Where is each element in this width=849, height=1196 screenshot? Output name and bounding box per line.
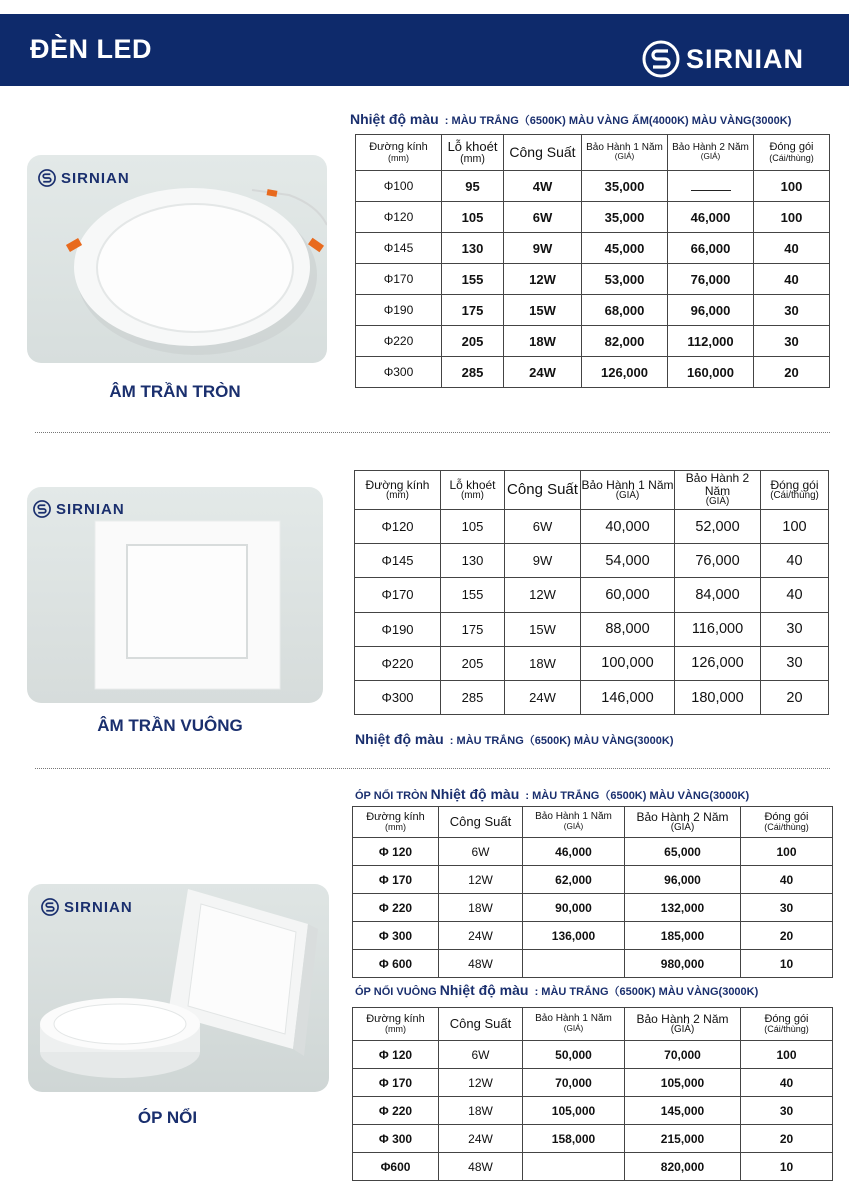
spec-table-surface-round <box>352 806 833 978</box>
table-cell: 84,000 <box>675 578 761 612</box>
column-header-unit: (Cái/thùng) <box>764 822 809 833</box>
table-cell: 12W <box>504 264 582 295</box>
table-cell: 90,000 <box>523 894 625 922</box>
column-header-label: Đường kính <box>366 810 425 823</box>
table-cell: 10 <box>741 1153 833 1181</box>
table-cell: 205 <box>442 326 504 357</box>
table-cell: 116,000 <box>675 612 761 646</box>
table-cell: 100 <box>754 171 830 202</box>
column-header-unit: (Cái/thùng) <box>770 490 819 502</box>
table-cell: 175 <box>441 612 505 646</box>
table-cell: 6W <box>439 838 523 866</box>
column-header-label: Đóng gói <box>764 1012 809 1025</box>
table-cell: 45,000 <box>582 233 668 264</box>
table-cell: 820,000 <box>625 1153 741 1181</box>
table-cell: 30 <box>741 894 833 922</box>
table-cell <box>523 1153 625 1181</box>
table-cell: 4W <box>504 171 582 202</box>
table-row <box>353 894 833 922</box>
table-cell: 60,000 <box>581 578 675 612</box>
page-title: ĐÈN LED <box>30 34 153 64</box>
column-header <box>581 471 675 510</box>
table-cell: Φ 170 <box>353 1069 439 1097</box>
table-cell: 100 <box>741 838 833 866</box>
column-header-unit: (Cái/thùng) <box>769 152 814 163</box>
table-cell: 70,000 <box>523 1069 625 1097</box>
column-header <box>505 471 581 510</box>
table-cell: 40 <box>761 578 829 612</box>
table-cell: 24W <box>439 1125 523 1153</box>
table-cell: 146,000 <box>581 680 675 714</box>
column-header-label: Lỗ khoét <box>447 139 498 155</box>
table-cell: Φ 300 <box>353 922 439 950</box>
table-cell: 145,000 <box>625 1097 741 1125</box>
table-cell: 30 <box>741 1097 833 1125</box>
table-cell: Φ 220 <box>353 1097 439 1125</box>
column-header-label: Đóng gói <box>770 477 819 492</box>
table-cell: 105 <box>442 202 504 233</box>
table-header-row <box>353 1008 833 1041</box>
table-cell: 50,000 <box>523 1041 625 1069</box>
table-cell: 215,000 <box>625 1125 741 1153</box>
table-cell: 18W <box>439 1097 523 1125</box>
table-cell: 205 <box>441 646 505 680</box>
table-row <box>355 510 829 544</box>
column-header-unit: (mm) <box>387 152 410 163</box>
table-cell: 100 <box>754 202 830 233</box>
table-cell: 12W <box>505 578 581 612</box>
column-header <box>668 135 754 171</box>
table-cell: 30 <box>761 646 829 680</box>
table-cell: 96,000 <box>668 295 754 326</box>
table-cell: 18W <box>439 894 523 922</box>
brand-name: SIRNIAN <box>686 43 805 74</box>
column-header-unit: (GIÁ) <box>700 152 721 162</box>
subsection-label: ÓP NỔI TRÒN <box>355 790 428 802</box>
table-cell: 6W <box>505 510 581 544</box>
color-label: Nhiệt độ màu <box>355 731 444 747</box>
column-header <box>523 807 625 838</box>
table-cell: 24W <box>439 922 523 950</box>
table-row <box>353 1125 833 1153</box>
dotted-divider <box>35 768 830 769</box>
table-cell: Φ 120 <box>353 1041 439 1069</box>
table-cell: 62,000 <box>523 866 625 894</box>
table-header-row <box>355 471 829 510</box>
column-header-unit: (mm) <box>386 490 409 502</box>
column-header <box>582 135 668 171</box>
table-cell: 15W <box>505 612 581 646</box>
column-header-unit: (GIÁ) <box>705 496 730 508</box>
square-panel-image <box>27 487 323 703</box>
table-cell: Φ145 <box>356 233 442 264</box>
table-cell: Φ220 <box>355 646 441 680</box>
column-header-label: Bảo Hành 2 Năm <box>672 141 749 153</box>
column-header-unit: (GIÁ) <box>670 1024 695 1036</box>
table-cell: 130 <box>442 233 504 264</box>
table-row <box>356 357 830 388</box>
table-row <box>356 171 830 202</box>
table-row <box>353 1097 833 1125</box>
color-temperature-line <box>355 731 674 748</box>
section-caption: ÂM TRẦN VUÔNG <box>97 716 243 735</box>
table-cell: 285 <box>442 357 504 388</box>
table-cell: Φ170 <box>356 264 442 295</box>
table-cell: 53,000 <box>582 264 668 295</box>
table-cell: 112,000 <box>668 326 754 357</box>
table-cell: Φ170 <box>355 578 441 612</box>
table-cell: 155 <box>441 578 505 612</box>
column-header-label: Bảo Hành 2 Năm <box>636 1011 729 1026</box>
column-header-label: Đường kính <box>369 141 428 153</box>
table-cell: 12W <box>439 1069 523 1097</box>
table-cell: 46,000 <box>668 202 754 233</box>
color-values: MÀU TRẮNG（6500K) MÀU VÀNG(3000K) <box>532 790 750 802</box>
table-cell: Φ 300 <box>353 1125 439 1153</box>
table-row <box>356 264 830 295</box>
photo-brand-logo <box>38 169 130 187</box>
column-header-unit: (mm) <box>460 152 485 165</box>
column-header-label: Bảo Hành 1 Năm <box>535 811 612 823</box>
table-cell: 40 <box>754 264 830 295</box>
sirnian-logo-icon <box>33 500 51 518</box>
table-cell: 105 <box>441 510 505 544</box>
table-cell: Φ190 <box>355 612 441 646</box>
column-header <box>504 135 582 171</box>
color-sep: : <box>525 790 530 802</box>
column-header <box>625 1008 741 1041</box>
column-header-label: Bảo Hành 1 Năm <box>535 1013 612 1025</box>
table-cell: 24W <box>505 680 581 714</box>
column-header-unit: (GIÁ) <box>670 822 695 834</box>
column-header <box>741 1008 833 1041</box>
dotted-divider <box>35 432 830 433</box>
table-row <box>355 544 829 578</box>
column-header-label: Đóng gói <box>769 141 814 153</box>
table-row <box>353 1069 833 1097</box>
column-header-label: Công Suất <box>449 1016 512 1032</box>
table-cell: 105,000 <box>625 1069 741 1097</box>
table-cell: Φ220 <box>356 326 442 357</box>
brand-name: SIRNIAN <box>56 500 125 518</box>
top-margin <box>0 0 849 14</box>
table-cell <box>668 171 754 202</box>
table-cell: 48W <box>439 1153 523 1181</box>
column-header <box>741 807 833 838</box>
table-cell: 10 <box>741 950 833 978</box>
color-values: MÀU TRẮNG（6500K) MÀU VÀNG(3000K) <box>541 986 759 998</box>
table-cell: 180,000 <box>675 680 761 714</box>
column-header-label: Bảo Hành 1 Năm <box>581 477 674 492</box>
spec-table-surface-square <box>352 1007 833 1181</box>
table-cell: 12W <box>439 866 523 894</box>
table-cell: 20 <box>761 680 829 714</box>
table-cell: 48W <box>439 950 523 978</box>
table-row <box>355 578 829 612</box>
table-cell: 40,000 <box>581 510 675 544</box>
table-cell: 40 <box>754 233 830 264</box>
table-header-row <box>353 807 833 838</box>
table-cell: 20 <box>741 1125 833 1153</box>
table-cell: Φ300 <box>356 357 442 388</box>
table-cell: Φ 220 <box>353 894 439 922</box>
column-header-label: Công Suất <box>509 144 576 161</box>
color-values: MÀU TRẮNG（6500K) MÀU VÀNG(3000K) <box>456 735 674 747</box>
table-row <box>355 680 829 714</box>
column-header <box>355 471 441 510</box>
color-label: Nhiệt độ màu <box>439 982 529 998</box>
column-header <box>675 471 761 510</box>
column-header-label: Đóng gói <box>764 810 809 823</box>
table-cell: 175 <box>442 295 504 326</box>
column-header-unit: (GIÁ) <box>563 1023 584 1033</box>
table-cell: 18W <box>504 326 582 357</box>
table-cell: 40 <box>741 1069 833 1097</box>
empty-value-dash <box>691 183 731 191</box>
column-header-label: Công Suất <box>507 481 578 499</box>
spec-table-square-recessed <box>354 470 829 715</box>
color-temperature-line-round <box>355 786 749 803</box>
table-cell: Φ190 <box>356 295 442 326</box>
table-cell: 285 <box>441 680 505 714</box>
table-row <box>353 1153 833 1181</box>
table-cell: 30 <box>754 326 830 357</box>
table-cell: 76,000 <box>668 264 754 295</box>
table-row <box>356 202 830 233</box>
product-photo-square-recessed <box>27 487 323 703</box>
column-header <box>761 471 829 510</box>
table-cell: 100,000 <box>581 646 675 680</box>
column-header-unit: (mm) <box>461 490 484 502</box>
table-cell: 9W <box>504 233 582 264</box>
column-header <box>356 135 442 171</box>
column-header <box>442 135 504 171</box>
table-cell: 100 <box>761 510 829 544</box>
table-cell: 185,000 <box>625 922 741 950</box>
table-row <box>353 950 833 978</box>
table-cell: 100 <box>741 1041 833 1069</box>
column-header-unit: (GIÁ) <box>563 821 584 831</box>
table-cell: 68,000 <box>582 295 668 326</box>
column-header-unit: (GIÁ) <box>614 152 635 162</box>
column-header <box>441 471 505 510</box>
sirnian-logo-icon <box>41 898 59 916</box>
table-cell: 6W <box>504 202 582 233</box>
column-header <box>625 807 741 838</box>
table-cell: 24W <box>504 357 582 388</box>
column-header-label: Bảo Hành 2 Năm <box>685 471 750 498</box>
column-header-label: Lỗ khoét <box>449 477 496 492</box>
brand-name: SIRNIAN <box>64 898 133 916</box>
table-header-row <box>356 135 830 171</box>
table-cell: 70,000 <box>625 1041 741 1069</box>
color-sep: : <box>449 735 454 747</box>
table-cell: 132,000 <box>625 894 741 922</box>
table-row <box>355 646 829 680</box>
table-cell: 66,000 <box>668 233 754 264</box>
color-sep: : <box>534 986 539 998</box>
table-cell: Φ120 <box>356 202 442 233</box>
table-cell: 980,000 <box>625 950 741 978</box>
color-temperature-line <box>350 111 791 128</box>
column-header-unit: (GIÁ) <box>615 490 640 502</box>
section-caption: ÂM TRẦN TRÒN <box>109 382 241 401</box>
table-row <box>356 233 830 264</box>
table-cell: Φ145 <box>355 544 441 578</box>
table-row <box>353 838 833 866</box>
column-header <box>353 807 439 838</box>
column-header-unit: (Cái/thùng) <box>764 1024 809 1035</box>
table-cell: 76,000 <box>675 544 761 578</box>
color-values: MÀU TRẮNG（6500K) MÀU VÀNG ẤM(4000K) MÀU VÀNG(3000K) <box>451 115 792 127</box>
table-row <box>353 1041 833 1069</box>
column-header-unit: (mm) <box>384 822 407 833</box>
table-cell: 46,000 <box>523 838 625 866</box>
table-row <box>356 295 830 326</box>
table-cell: 15W <box>504 295 582 326</box>
column-header-label: Bảo Hành 1 Năm <box>586 141 663 153</box>
table-cell: 126,000 <box>582 357 668 388</box>
table-cell: Φ 170 <box>353 866 439 894</box>
table-cell: Φ600 <box>353 1153 439 1181</box>
table-cell: Φ100 <box>356 171 442 202</box>
table-cell: 18W <box>505 646 581 680</box>
table-cell: 130 <box>441 544 505 578</box>
table-cell: 20 <box>741 922 833 950</box>
table-cell: 136,000 <box>523 922 625 950</box>
column-header-label: Đường kính <box>365 477 430 492</box>
column-header-unit: (mm) <box>384 1024 407 1035</box>
table-cell: 6W <box>439 1041 523 1069</box>
column-header <box>439 807 523 838</box>
color-label: Nhiệt độ màu <box>430 786 520 802</box>
column-header <box>523 1008 625 1041</box>
column-header <box>353 1008 439 1041</box>
table-row <box>355 612 829 646</box>
table-cell: 158,000 <box>523 1125 625 1153</box>
table-row <box>356 326 830 357</box>
table-cell: 30 <box>761 612 829 646</box>
column-header <box>754 135 830 171</box>
sirnian-logo-icon <box>38 169 56 187</box>
table-cell: 155 <box>442 264 504 295</box>
table-cell: 105,000 <box>523 1097 625 1125</box>
sirnian-logo-icon <box>642 40 680 78</box>
spec-table-round-recessed <box>355 134 830 388</box>
table-cell: 52,000 <box>675 510 761 544</box>
table-cell: Φ 600 <box>353 950 439 978</box>
table-row <box>353 922 833 950</box>
section-caption: ÓP NỔI <box>137 1108 198 1127</box>
table-cell: Φ120 <box>355 510 441 544</box>
photo-brand-logo <box>33 500 125 518</box>
table-cell: 95 <box>442 171 504 202</box>
table-cell: 40 <box>741 866 833 894</box>
color-sep: : <box>444 115 449 127</box>
subsection-label: ÓP NỔI VUÔNG <box>355 986 437 998</box>
table-cell: 82,000 <box>582 326 668 357</box>
table-cell: 160,000 <box>668 357 754 388</box>
column-header <box>439 1008 523 1041</box>
brand-logo <box>642 40 804 78</box>
column-header-label: Công Suất <box>449 814 512 830</box>
table-row <box>353 866 833 894</box>
table-cell: Φ 120 <box>353 838 439 866</box>
column-header-label: Đường kính <box>366 1012 425 1025</box>
table-cell <box>523 950 625 978</box>
table-cell: 126,000 <box>675 646 761 680</box>
column-header-label: Bảo Hành 2 Năm <box>636 809 729 824</box>
table-cell: 88,000 <box>581 612 675 646</box>
table-cell: 30 <box>754 295 830 326</box>
table-cell: 65,000 <box>625 838 741 866</box>
table-cell: 9W <box>505 544 581 578</box>
table-cell: 40 <box>761 544 829 578</box>
table-cell: 96,000 <box>625 866 741 894</box>
brand-name: SIRNIAN <box>61 169 130 187</box>
table-cell: Φ300 <box>355 680 441 714</box>
photo-brand-logo <box>41 898 133 916</box>
table-cell: 35,000 <box>582 202 668 233</box>
color-temperature-line-square <box>355 982 758 999</box>
color-label: Nhiệt độ màu <box>350 111 439 127</box>
table-cell: 54,000 <box>581 544 675 578</box>
table-cell: 35,000 <box>582 171 668 202</box>
table-cell: 20 <box>754 357 830 388</box>
